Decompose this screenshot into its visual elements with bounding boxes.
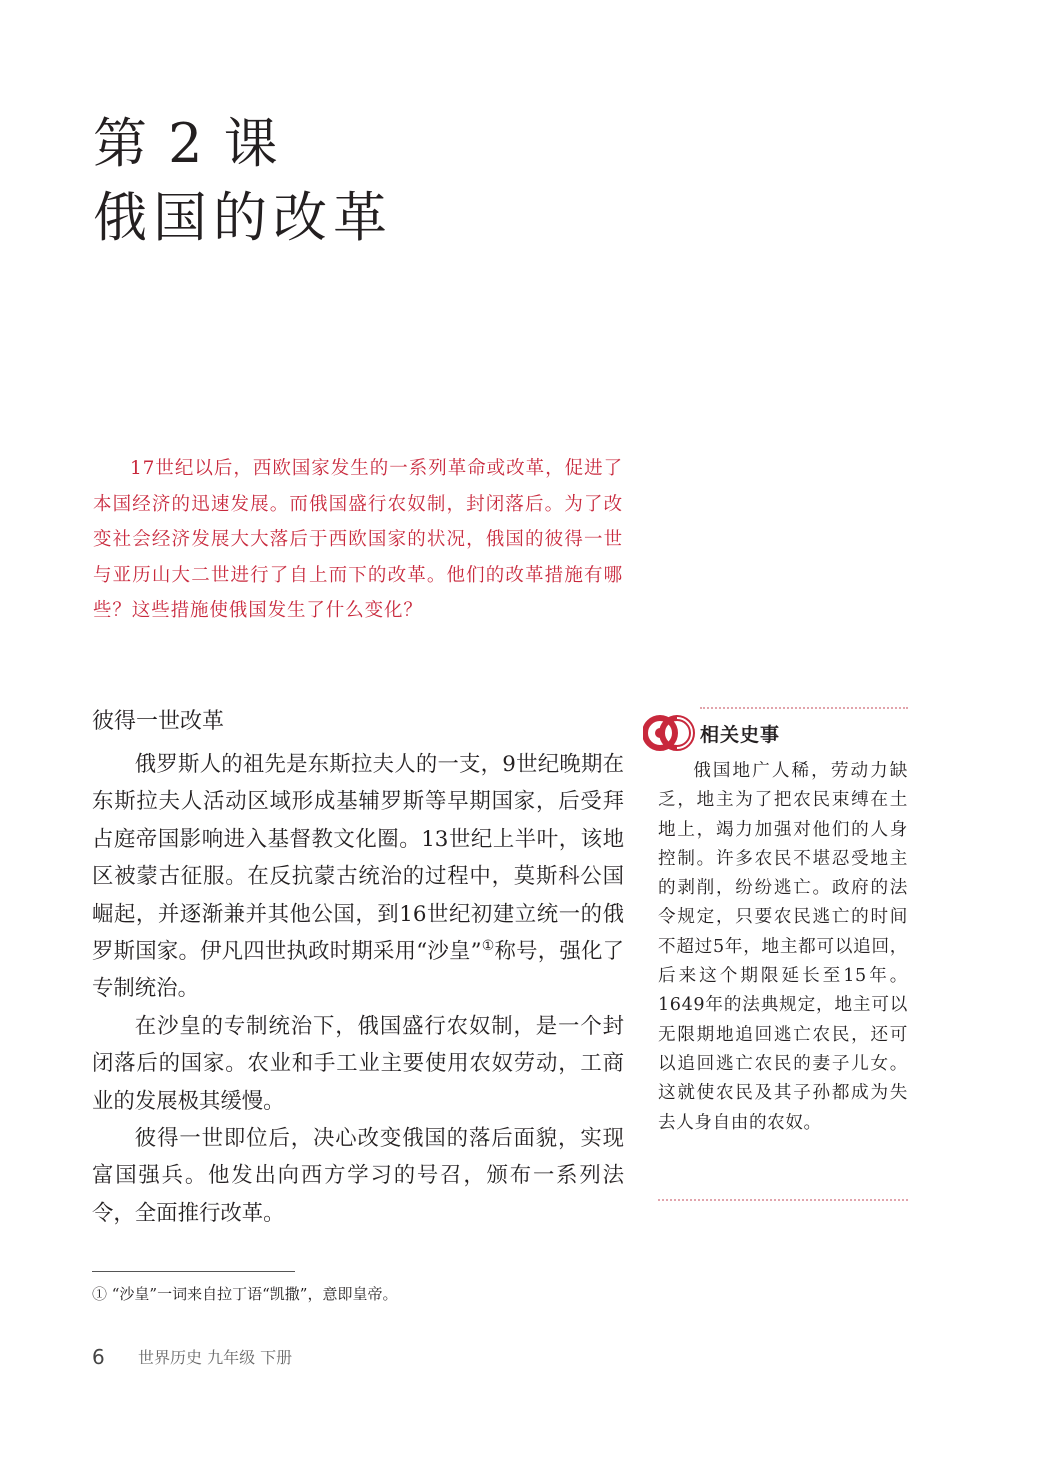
footnote-divider [92, 1271, 295, 1272]
paragraph-2: 在沙皇的专制统治下，俄国盛行农奴制，是一个封闭落后的国家。农业和手工业主要使用农奴劳动，工商业的发展极其缓慢。 [92, 1013, 624, 1114]
page-number: 6 [92, 1345, 105, 1369]
paragraph-1-part-1: 俄罗斯人的祖先是东斯拉夫人的一支，9世纪晚期在东斯拉夫人活动区域形成基辅罗斯等早期国家，后受拜占庭帝国影响进入基督教文化圈。13世纪上半叶，该地区被蒙古征服。在反抗蒙古统治的过程中，莫斯科公国崛起，并逐渐兼并其他公国，到16世纪初建立统一的俄罗斯国家。伊凡四世执政时期采用“沙皇” [92, 752, 624, 965]
paragraph-1 [92, 746, 624, 1008]
swirl-icon [643, 710, 695, 756]
intro-paragraph: 17世纪以后，西欧国家发生的一系列革命或改革，促进了本国经济的迅速发展。而俄国盛行农奴制，封闭落后。为了改变社会经济发展大大落后于西欧国家的状况，俄国的彼得一世与亚历山大二世进行了自上而下的改革。他们的改革措施有哪些？这些措施使俄国发生了什么变化？ [93, 458, 623, 622]
intro-box [93, 451, 623, 629]
footnote-marker[interactable]: ① [481, 938, 495, 955]
main-text [92, 746, 624, 1232]
section-heading: 彼得一世改革 [92, 709, 225, 734]
book-title: 世界历史 九年级 下册 [138, 1348, 293, 1367]
sidebar-title: 相关史事 [700, 724, 781, 746]
sidebar-top-divider [700, 707, 908, 709]
sidebar-text [658, 757, 908, 1138]
footnote: ① “沙皇”一词来自拉丁语“凯撒”，意即皇帝。 [92, 1285, 398, 1303]
sidebar-paragraph: 俄国地广人稀，劳动力缺乏，地主为了把农民束缚在土地上，竭力加强对他们的人身控制。许多农民不堪忍受地主的剥削，纷纷逃亡。政府的法令规定，只要农民逃亡的时间不超过5年，地主都可以追回，后来这个期限延长至15年。1649年的法典规定，地主可以无限期地追回逃亡农民，还可以追回逃亡农民的妻子儿女。这就使农民及其子孙都成为失去人身自由的农奴。 [658, 761, 908, 1133]
sidebar-bottom-divider [658, 1199, 908, 1201]
paragraph-1-part-2: 称号，强化了专制统治。 [92, 939, 624, 1002]
lesson-number: 第 2 课 [93, 112, 280, 175]
paragraph-3: 彼得一世即位后，决心改变俄国的落后面貌，实现富国强兵。他发出向西方学习的号召，颁布一系列法令，全面推行改革。 [92, 1126, 624, 1226]
lesson-title: 俄国的改革 [93, 186, 393, 249]
